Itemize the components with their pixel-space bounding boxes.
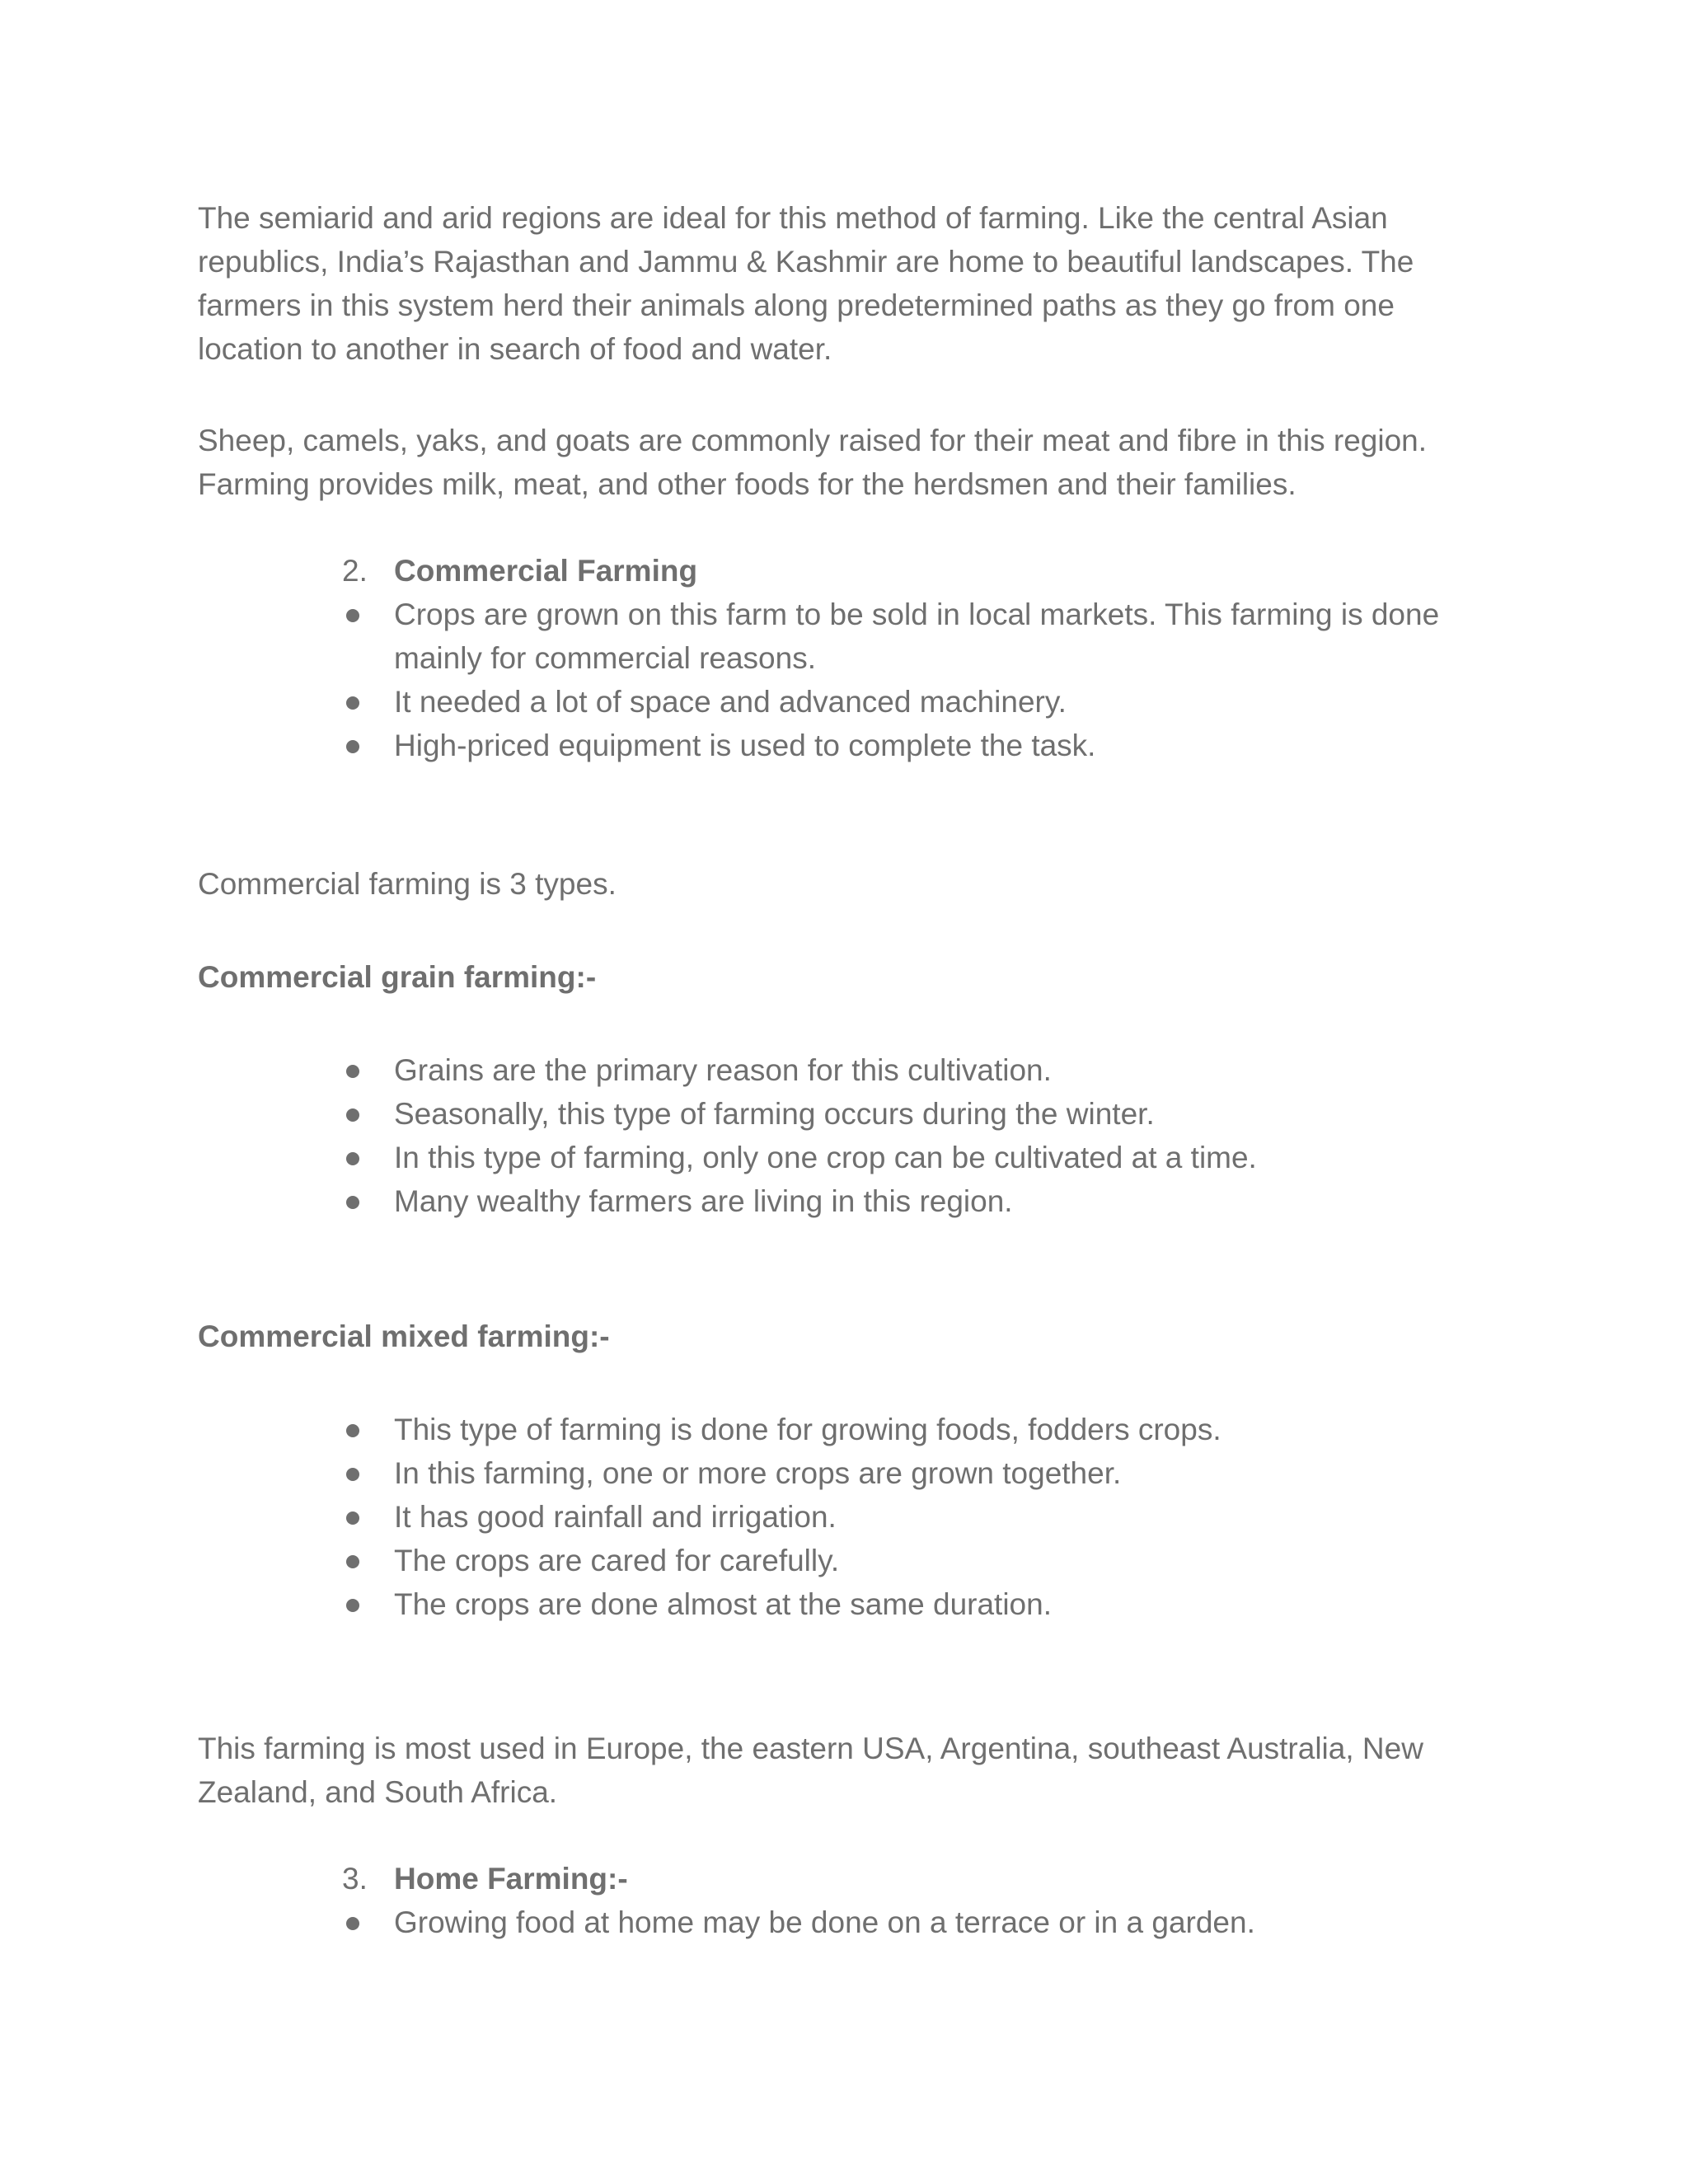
list-item-text: Crops are grown on this farm to be sold in local markets. This farming is done mainly for commercial reasons. [394,598,1440,675]
list-item-text: Growing food at home may be done on a terrace or in a garden. [394,1905,1255,1939]
home-farming-list [342,1857,1512,1944]
list-item [342,724,1512,767]
list-item-text: The crops are done almost at the same duration. [394,1587,1052,1621]
list-item [342,1092,1512,1136]
bullet-icon [346,1196,359,1209]
bullet-icon [346,1917,359,1930]
regions-paragraph: This farming is most used in Europe, the eastern USA, Argentina, southeast Australia, New Zealand, and South Africa. [198,1732,1423,1809]
list-item [342,1179,1512,1223]
grain-list [342,1048,1512,1223]
list-item [342,1539,1512,1582]
commercial-farming-list [342,549,1512,767]
bullet-icon [346,1108,359,1122]
bullet-icon [346,1065,359,1078]
list-item-text: It needed a lot of space and advanced machinery. [394,685,1067,719]
list-item [342,680,1512,724]
list-item [342,593,1512,680]
list-item-text: Many wealthy farmers are living in this region. [394,1184,1013,1218]
list-item [342,1582,1512,1626]
bullet-icon [346,1555,359,1568]
numbered-heading [342,1857,1512,1900]
list-item [342,1136,1512,1179]
mixed-heading: Commercial mixed farming:- [198,1319,610,1353]
list-item-text: Seasonally, this type of farming occurs during the winter. [394,1097,1155,1131]
bullet-icon [346,609,359,622]
list-item [342,1408,1512,1451]
section-title: Commercial Farming [394,554,698,588]
types-paragraph: Commercial farming is 3 types. [198,867,617,901]
list-item-text: The crops are cared for carefully. [394,1544,840,1577]
grain-heading: Commercial grain farming:- [198,960,597,994]
intro-paragraph: The semiarid and arid regions are ideal for this method of farming. Like the central Asian republics, India’s Rajasthan and Jammu & Kashmir are home to beautiful landscapes. The farmers in this system herd their animals along predetermined paths as they go from one location to another in search of food and water. [198,201,1414,366]
list-number: 3. [342,1862,368,1896]
bullet-icon [346,1511,359,1525]
list-item-text: It has good rainfall and irrigation. [394,1500,837,1534]
bullet-icon [346,740,359,753]
mixed-list [342,1408,1512,1626]
list-item-text: In this farming, one or more crops are grown together. [394,1456,1122,1490]
bullet-icon [346,1599,359,1612]
bullet-icon [346,1152,359,1165]
list-item [342,1048,1512,1092]
list-number: 2. [342,554,368,588]
list-item-text: High-priced equipment is used to complete the task. [394,729,1096,762]
bullet-icon [346,1424,359,1437]
list-item-text: This type of farming is done for growing foods, fodders crops. [394,1413,1221,1446]
section-title: Home Farming:- [394,1862,628,1896]
numbered-heading [342,549,1512,593]
list-item [342,1495,1512,1539]
bullet-icon [346,696,359,710]
bullet-icon [346,1468,359,1481]
list-item-text: Grains are the primary reason for this cultivation. [394,1053,1052,1087]
list-item [342,1900,1512,1944]
list-item [342,1451,1512,1495]
list-item-text: In this type of farming, only one crop can be cultivated at a time. [394,1141,1257,1174]
livestock-paragraph: Sheep, camels, yaks, and goats are commonly raised for their meat and fibre in this region. Farming provides milk, meat, and other foods for the herdsmen and their families. [198,424,1428,501]
